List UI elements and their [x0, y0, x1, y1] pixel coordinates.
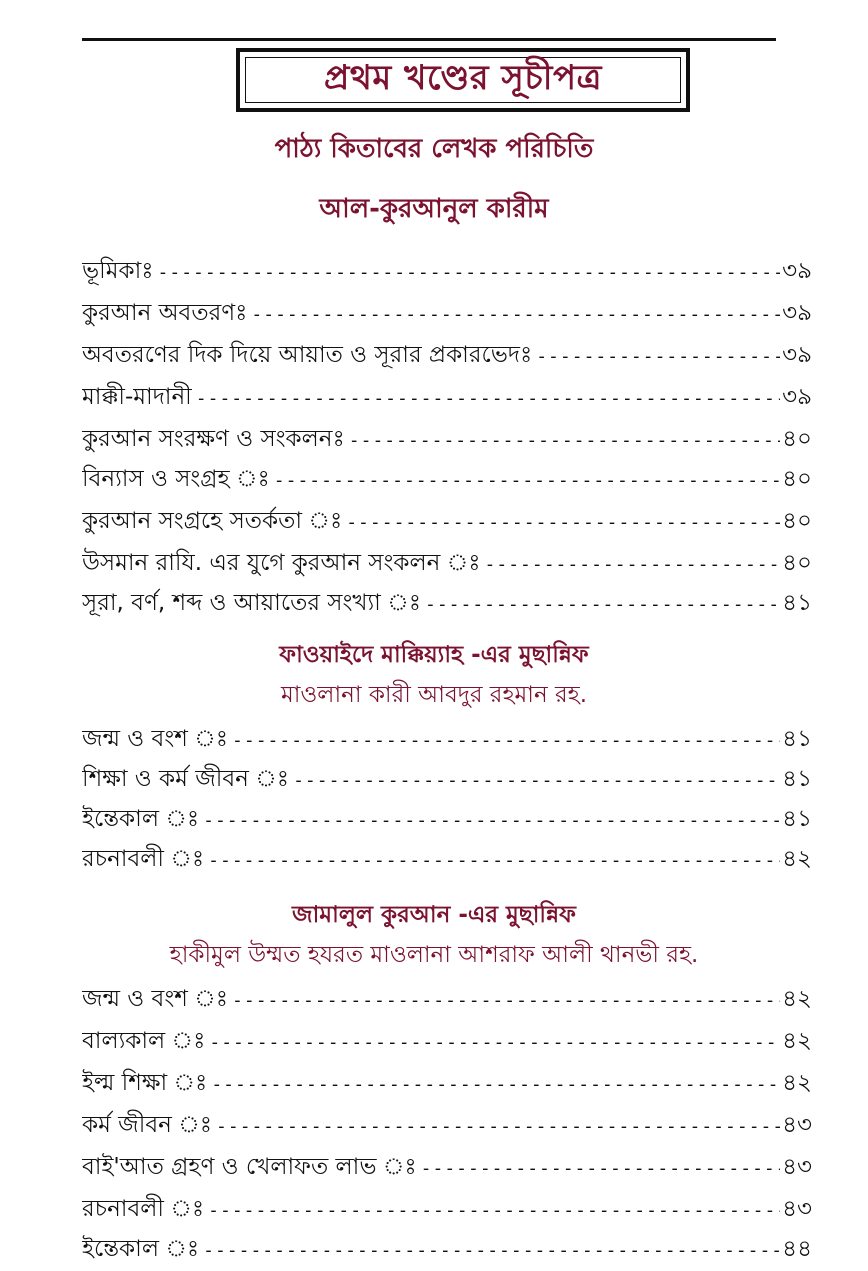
- dot-leader: [203, 1234, 780, 1266]
- page-title: প্রথম খণ্ডের সূচীপত্র: [323, 57, 603, 98]
- toc-entry-page: ৪১: [782, 766, 812, 792]
- toc-entry-page: ৪১: [782, 806, 812, 832]
- dot-leader: [232, 724, 780, 756]
- dot-leader: [485, 548, 781, 580]
- toc-entry[interactable]: [82, 722, 812, 756]
- toc-entry-label: রচনাবলী ঃ: [82, 1196, 205, 1222]
- dot-leader: [211, 1068, 780, 1100]
- dot-leader: [208, 844, 780, 876]
- dot-leader: [425, 588, 780, 620]
- section-heading-jamalul-quran: জামালুল কুরআন -এর মুছান্নিফ: [292, 902, 576, 928]
- toc-entry-page: ৪৩: [782, 1196, 812, 1222]
- toc-entry-page: ৪১: [782, 726, 812, 752]
- toc-entry-page: ৩৯: [782, 342, 812, 368]
- dot-leader: [251, 298, 780, 330]
- toc-entry-label: সূরা, বর্ণ, শব্দ ও আয়াতের সংখ্যা ঃ: [82, 590, 421, 616]
- toc-entry-page: ৩৯: [782, 300, 812, 326]
- toc-entry[interactable]: [82, 586, 812, 620]
- toc-entry[interactable]: [82, 1192, 812, 1226]
- top-rule: [82, 38, 776, 41]
- toc-entry-page: ৪৪: [782, 1236, 812, 1262]
- toc-entry-page: ৪২: [782, 986, 812, 1012]
- toc-entry-label: ইন্তেকাল ঃ: [82, 1236, 200, 1262]
- section-subheading-author: মাওলানা কারী আবদুর রহমান রহ.: [280, 682, 588, 708]
- toc-entry[interactable]: [82, 1066, 812, 1100]
- toc-entry-label: মাক্কী-মাদানী: [82, 384, 192, 410]
- dot-leader: [208, 1194, 780, 1226]
- dot-leader: [209, 1026, 780, 1058]
- toc-entry-label: অবতরণের দিক দিয়ে আয়াত ও সূরার প্রকারভেদঃ: [82, 342, 533, 368]
- toc-entry-label: ভূমিকাঃ: [82, 258, 154, 284]
- toc-entry[interactable]: [82, 462, 812, 496]
- toc-entry-page: ৪০: [782, 550, 812, 576]
- toc-entry[interactable]: [82, 982, 812, 1016]
- toc-entry-label: কর্ম জীবন ঃ: [82, 1112, 213, 1138]
- toc-entry-page: ৪০: [782, 508, 812, 534]
- toc-entry[interactable]: [82, 1024, 812, 1058]
- toc-entry[interactable]: [82, 1232, 812, 1266]
- section-heading-fawaid: ফাওয়াইদে মাক্কিয়্যাহ -এর মুছান্নিফ: [279, 642, 589, 668]
- title-box: [236, 48, 690, 112]
- toc-entry-page: ৩৯: [782, 384, 812, 410]
- dot-leader: [158, 256, 781, 288]
- dot-leader: [196, 382, 780, 414]
- toc-entry-page: ৪০: [782, 426, 812, 452]
- toc-entry[interactable]: [82, 546, 812, 580]
- toc-entry[interactable]: [82, 380, 812, 414]
- toc-entry[interactable]: [82, 762, 812, 796]
- toc-entry[interactable]: [82, 296, 812, 330]
- toc-entry-label: বিন্যাস ও সংগ্রহ ঃ: [82, 466, 270, 492]
- toc-entry[interactable]: [82, 254, 812, 288]
- toc-entry-page: ৪২: [782, 1028, 812, 1054]
- section-subheading-author: হাকীমুল উম্মত হযরত মাওলানা আশরাফ আলী থানভী রহ.: [169, 942, 699, 968]
- dot-leader: [274, 464, 780, 496]
- toc-entry-label: ইন্তেকাল ঃ: [82, 806, 200, 832]
- dot-leader: [346, 506, 780, 538]
- subtitle: পাঠ্য কিতাবের লেখক পরিচিতি: [274, 134, 594, 164]
- dot-leader: [216, 1110, 780, 1142]
- toc-entry-label: কুরআন সংগ্রহে সতর্কতা ঃ: [82, 508, 343, 534]
- toc-entry-page: ৪২: [782, 846, 812, 872]
- toc-entry-page: ৪৩: [782, 1154, 812, 1180]
- toc-entry-page: ৪২: [782, 1070, 812, 1096]
- toc-entry[interactable]: [82, 338, 812, 372]
- toc-entry-label: জন্ম ও বংশ ঃ: [82, 986, 229, 1012]
- toc-entry[interactable]: [82, 422, 812, 456]
- toc-entry[interactable]: [82, 842, 812, 876]
- dot-leader: [203, 804, 780, 836]
- toc-entry-label: উসমান রাযি. এর যুগে কুরআন সংকলন ঃ: [82, 550, 481, 576]
- toc-entry[interactable]: [82, 504, 812, 538]
- toc-entry-label: শিক্ষা ও কর্ম জীবন ঃ: [82, 766, 290, 792]
- toc-entry-label: কুরআন অবতরণঃ: [82, 300, 248, 326]
- toc-entry-page: ৪০: [782, 466, 812, 492]
- toc-entry-label: কুরআন সংরক্ষণ ও সংকলনঃ: [82, 426, 345, 452]
- toc-entry-page: ৪১: [782, 590, 812, 616]
- section-heading-quran: আল-কুরআনুল কারীম: [319, 194, 549, 224]
- toc-entry[interactable]: [82, 1108, 812, 1142]
- dot-leader: [536, 340, 780, 372]
- toc-entry-page: ৪৩: [782, 1112, 812, 1138]
- toc-entry[interactable]: [82, 802, 812, 836]
- dot-leader: [232, 984, 780, 1016]
- toc-entry-label: বাই'আত গ্রহণ ও খেলাফত লাভ ঃ: [82, 1154, 417, 1180]
- dot-leader: [421, 1152, 780, 1184]
- toc-entry-label: ইল্ম শিক্ষা ঃ: [82, 1070, 208, 1096]
- toc-entry[interactable]: [82, 1150, 812, 1184]
- dot-leader: [293, 764, 780, 796]
- toc-entry-label: জন্ম ও বংশ ঃ: [82, 726, 229, 752]
- toc-entry-page: ৩৯: [782, 258, 812, 284]
- dot-leader: [349, 424, 780, 456]
- toc-entry-label: রচনাবলী ঃ: [82, 846, 205, 872]
- toc-entry-label: বাল্যকাল ঃ: [82, 1028, 206, 1054]
